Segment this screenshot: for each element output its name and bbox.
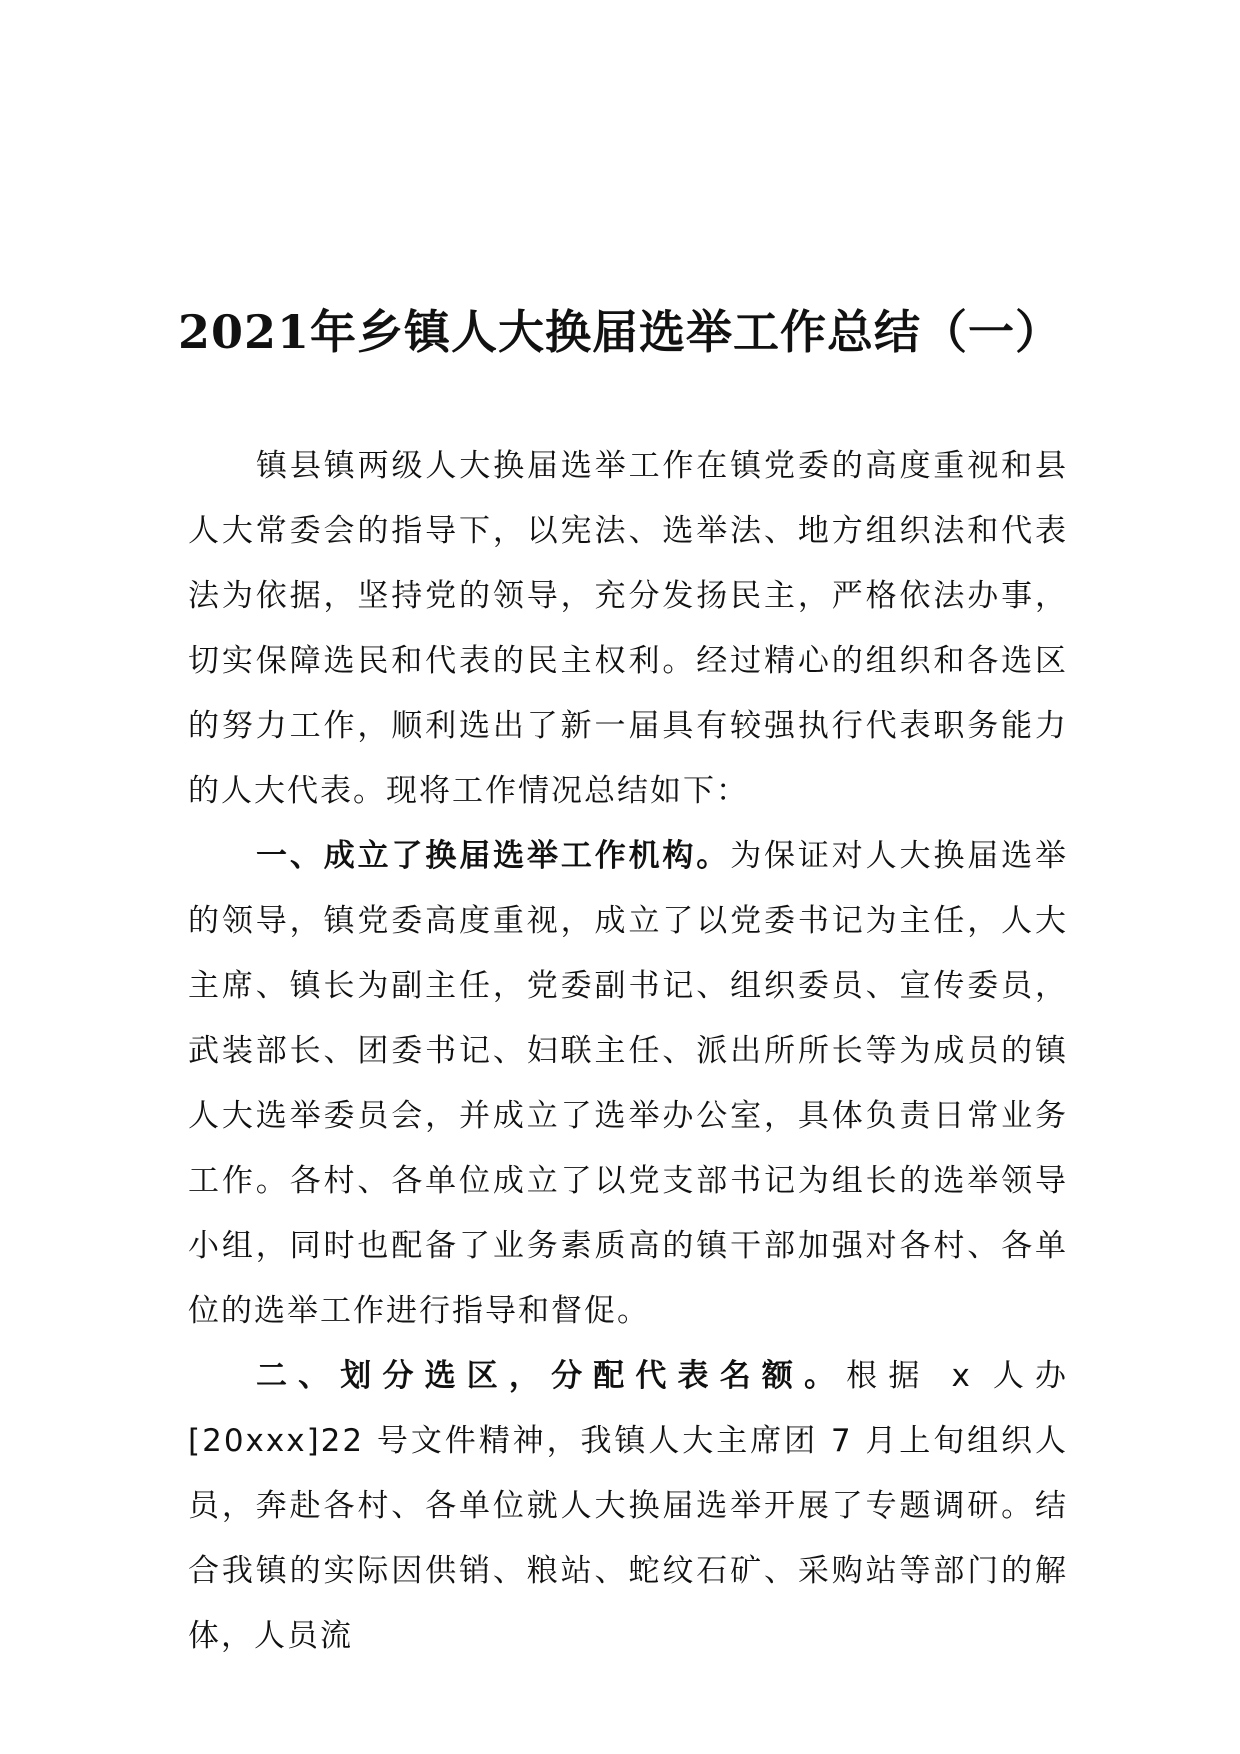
paragraph-text: 根据 x 人办[20xxx]22 号文件精神，我镇人大主席团 7 月上旬组织人员，奔赴各村、各单位就人大换届选举开展了专题调研。结合我镇的实际因供销、粮站、蛇纹石矿、采购站等部门的解体，人员流	[188, 1358, 1068, 1654]
document-title: 2021年乡镇人大换届选举工作总结（一）	[177, 305, 1063, 359]
paragraph-text: 为保证对人大换届选举的领导，镇党委高度重视，成立了以党委书记为主任，人大主席、镇长为副主任，党委副书记、组织委员、宣传委员，武装部长、团委书记、妇联主任、派出所所长等为成员的镇人大选举委员会，并成立了选举办公室，具体负责日常业务工作。各村、各单位成立了以党支部书记为组长的选举领导小组，同时也配备了业务素质高的镇干部加强对各村、各单位的选举工作进行指导和督促。	[188, 838, 1069, 1329]
paragraph-lead: 一、成立了换届选举工作机构。	[256, 838, 731, 874]
paragraph-text: 镇县镇两级人大换届选举工作在镇党委的高度重视和县人大常委会的指导下，以宪法、选举法、地方组织法和代表法为依据，坚持党的领导，充分发扬民主，严格依法办事，切实保障选民和代表的民主权利。经过精心的组织和各选区的努力工作，顺利选出了新一届具有较强执行代表职务能力的人大代表。现将工作情况总结如下：	[188, 448, 1068, 809]
document-body	[188, 434, 1068, 1669]
paragraph-lead: 二、划分选区，分配代表名额。	[256, 1358, 847, 1394]
paragraph-section-two	[188, 1344, 1068, 1669]
paragraph-intro	[188, 434, 1068, 824]
paragraph-section-one	[188, 824, 1068, 1344]
